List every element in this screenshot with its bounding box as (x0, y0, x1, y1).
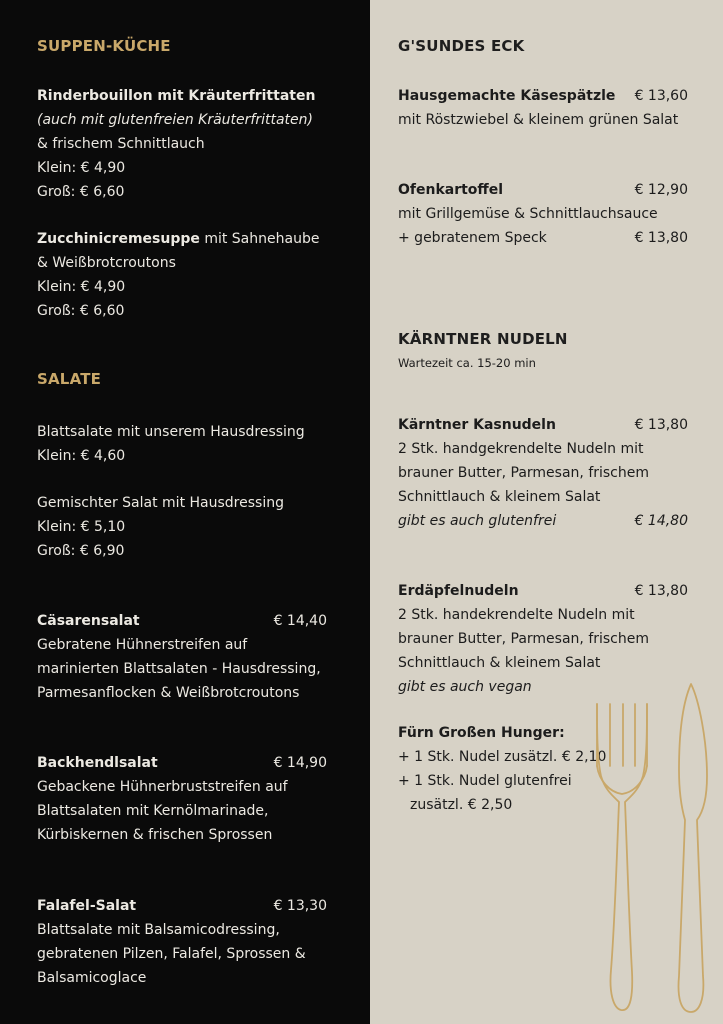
section-heading-gsundes-eck: G'SUNDES ECK (398, 37, 525, 55)
dish-name: Falafel-Salat (37, 898, 137, 914)
fork-icon (597, 704, 647, 1010)
dish-description: Schnittlauch & kleinem Salat (398, 655, 601, 671)
dish-description: mit Grillgemüse & Schnittlauchsauce (398, 206, 658, 222)
dish-variant: gibt es auch glutenfrei (398, 513, 557, 529)
price-small: Klein: € 5,10 (37, 519, 126, 535)
dish-caesarensalat (37, 609, 327, 705)
price-large: Groß: € 6,60 (37, 184, 125, 200)
dish-description: & frischem Schnittlauch (37, 136, 205, 152)
extra-title: Fürn Großen Hunger: (398, 725, 565, 741)
dish-description: Gebratene Hühnerstreifen auf (37, 637, 248, 653)
knife-icon (679, 684, 708, 1012)
dish-name: Blattsalate mit unserem Hausdressing (37, 424, 305, 440)
price-small: Klein: € 4,90 (37, 160, 126, 176)
dish-blattsalate (37, 420, 357, 468)
dish-name: Hausgemachte Käsespätzle (398, 88, 616, 104)
dish-name: Gemischter Salat mit Hausdressing (37, 495, 284, 511)
dish-name: Rinderbouillon mit Kräuterfrittaten (37, 88, 316, 104)
dish-description: brauner Butter, Parmesan, frischem (398, 465, 650, 481)
dish-gemischter-salat (37, 491, 357, 563)
dish-zucchinicremesuppe (37, 227, 357, 323)
dish-kasnudeln (398, 413, 688, 533)
wait-time-note: Wartezeit ca. 15-20 min (398, 356, 536, 370)
dish-price: € 13,30 (273, 898, 327, 914)
dish-extra: + gebratenem Speck (398, 230, 547, 246)
dish-name: Erdäpfelnudeln (398, 583, 519, 599)
dish-name: Backhendlsalat (37, 755, 158, 771)
dish-extra-price: € 13,80 (634, 230, 688, 246)
extra-line: + 1 Stk. Nudel glutenfrei (398, 773, 572, 789)
dish-description: mit Röstzwiebel & kleinem grünen Salat (398, 112, 679, 128)
dish-variant: gibt es auch vegan (398, 679, 532, 695)
price-small: Klein: € 4,90 (37, 279, 126, 295)
dish-note: (auch mit glutenfreien Kräuterfrittaten) (37, 112, 313, 128)
dish-price: € 12,90 (634, 182, 688, 198)
dish-name: Ofenkartoffel (398, 182, 504, 198)
dish-description: brauner Butter, Parmesan, frischem (398, 631, 650, 647)
dish-ofenkartoffel (398, 178, 688, 250)
dish-description: Blattsalate mit Balsamicodressing, (37, 922, 280, 938)
dish-variant-price: € 14,80 (634, 513, 688, 529)
dish-description: Parmesanflocken & Weißbrotcroutons (37, 685, 300, 701)
section-heading-salate: SALATE (37, 370, 102, 388)
dish-rinderbouillon (37, 84, 357, 204)
dish-name: Kärntner Kasnudeln (398, 417, 556, 433)
dish-price: € 14,40 (273, 613, 327, 629)
dish-name: Zucchinicremesuppe (37, 231, 200, 247)
dish-description: 2 Stk. handekrendelte Nudeln mit (398, 607, 635, 623)
section-heading-suppen: SUPPEN-KÜCHE (37, 37, 171, 55)
dish-kaesespaetzle (398, 84, 688, 132)
dish-description: mit Sahnehaube (199, 231, 320, 247)
extra-line: + 1 Stk. Nudel zusätzl. € 2,10 (398, 749, 607, 765)
dish-price: € 14,90 (273, 755, 327, 771)
dish-price: € 13,60 (634, 88, 688, 104)
dish-description: marinierten Blattsalaten - Hausdressing, (37, 661, 321, 677)
extra-hunger-box (398, 721, 618, 817)
dish-description: gebratenen Pilzen, Falafel, Sprossen & (37, 946, 306, 962)
price-small: Klein: € 4,60 (37, 448, 126, 464)
price-large: Groß: € 6,90 (37, 543, 125, 559)
dish-falafel-salat (37, 894, 327, 990)
dish-description: Blattsalaten mit Kernölmarinade, (37, 803, 269, 819)
price-large: Groß: € 6,60 (37, 303, 125, 319)
dish-description: Kürbiskernen & frischen Sprossen (37, 827, 273, 843)
dish-name: Cäsarensalat (37, 613, 140, 629)
dish-description: 2 Stk. handgekrendelte Nudeln mit (398, 441, 644, 457)
dish-price: € 13,80 (634, 583, 688, 599)
dish-price: € 13,80 (634, 417, 688, 433)
dish-description: Gebackene Hühnerbruststreifen auf (37, 779, 288, 795)
section-heading-kaerntner-nudeln: KÄRNTNER NUDELN (398, 330, 568, 348)
dish-description: Schnittlauch & kleinem Salat (398, 489, 601, 505)
dish-backhendlsalat (37, 751, 327, 847)
dish-description: Balsamicoglace (37, 970, 147, 986)
cutlery-illustration (595, 680, 713, 1016)
right-column (370, 0, 723, 1024)
dish-description: & Weißbrotcroutons (37, 255, 176, 271)
extra-line: zusätzl. € 2,50 (410, 797, 513, 813)
